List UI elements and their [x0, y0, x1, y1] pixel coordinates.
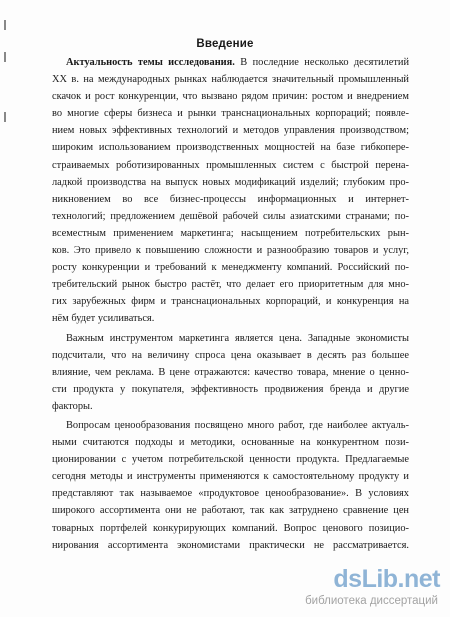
paragraph-line: всеместным применением маркетинга; насыщением потребительских рын-: [52, 227, 409, 239]
paragraph-line: Вопросам ценообразования посвящено много работ, где наиболее актуаль-: [66, 419, 409, 431]
scan-edge-mark: [4, 20, 6, 30]
paragraph-line: сегодня методы и инструменты применяются к самостоятельному продукту и: [52, 471, 409, 483]
watermark-subtitle: библиотека диссертаций: [305, 595, 438, 607]
paragraph-line: представляют так называемое «продуктовое ценообразование». В условиях: [52, 488, 409, 500]
paragraph-line: во многие сферы бизнеса и рынки транснациональных корпораций; появле-: [52, 108, 409, 120]
scan-edge-mark: [4, 52, 6, 62]
paragraph-line: сти продукта у покупателя, эффективность продвижения бренда и другие: [52, 383, 409, 395]
paragraph-line: ладкой производства на выпуск новых модификаций изделий; глубоким про-: [52, 176, 409, 188]
paragraph-line: нём будет усиливаться.: [52, 313, 155, 325]
body-text: [52, 54, 409, 556]
lead-heading: Актуальность темы исследования.: [66, 57, 235, 68]
scan-edge-mark: [4, 112, 6, 122]
line-text: В последние несколько десятилетий: [234, 57, 409, 68]
paragraph-line: ционировании с учетом потребительской ценности продукта. Предлагаемые: [52, 454, 409, 466]
paragraph-price: [52, 330, 409, 415]
watermark: [280, 565, 440, 611]
paragraph-line: широкого ассортимента они не работают, так как затруднено сравнение цен: [52, 505, 409, 517]
paragraph-line: ков. Это привело к повышению сложности и разнообразию товаров и услуг,: [52, 245, 409, 257]
paragraph-line: широким использованием производственных мощностей на базе гибкопере-: [52, 142, 409, 154]
paragraph-line: ными считаются подходы и методики, основанные на конкурентном пози-: [52, 437, 409, 449]
paragraph-line: XX в. на международных рынках наблюдается значительный промышленный: [52, 74, 409, 86]
paragraph-relevance: [52, 54, 409, 328]
paragraph-line: Важным инструментом маркетинга является цена. Западные экономисты: [66, 332, 409, 344]
paragraph-line: требительский рынок быстро растёт, что делает его приоритетным для мно-: [52, 279, 409, 291]
paragraph-line: товарных портфелей конкурирующих компаний. Вопрос ценового позицио-: [52, 522, 409, 534]
paragraph-line: никновением во все бизнес-процессы информационных и интернет-: [52, 193, 409, 205]
paragraph-line: страиваемых роботизированных промышленных систем с быстрой перена-: [52, 159, 409, 171]
paragraph-line: влияние, чем реклама. В цене отражаются: качество товара, мнение о ценно-: [52, 366, 409, 378]
paragraph-line: подсчитали, что на величину спроса цена оказывает в десять раз большее: [52, 349, 409, 361]
paragraph-line: скачок и рост конкуренции, что вызвано рядом причин: ростом и внедрением: [52, 91, 409, 103]
paragraph-pricing-works: [52, 417, 409, 554]
paragraph-line: нирования ассортимента экономистами практически не рассматривается.: [52, 539, 409, 551]
paragraph-line: технологий; предложением дешёвой рабочей силы азиатскими странами; по-: [52, 210, 409, 222]
paragraph-line: факторы.: [52, 400, 93, 412]
paragraph-line: гих зарубежных фирм и транснациональных корпораций, и конкуренция на: [52, 296, 409, 308]
watermark-logo: dsLib.net: [333, 565, 440, 593]
paragraph-line: росту конкуренции и требований к менеджменту компаний. Российский по-: [52, 262, 409, 274]
paragraph-line: нием новых эффективных технологий и методов управления производством;: [52, 125, 409, 137]
paragraph-line: [52, 54, 409, 71]
section-title: Введение: [196, 38, 254, 50]
